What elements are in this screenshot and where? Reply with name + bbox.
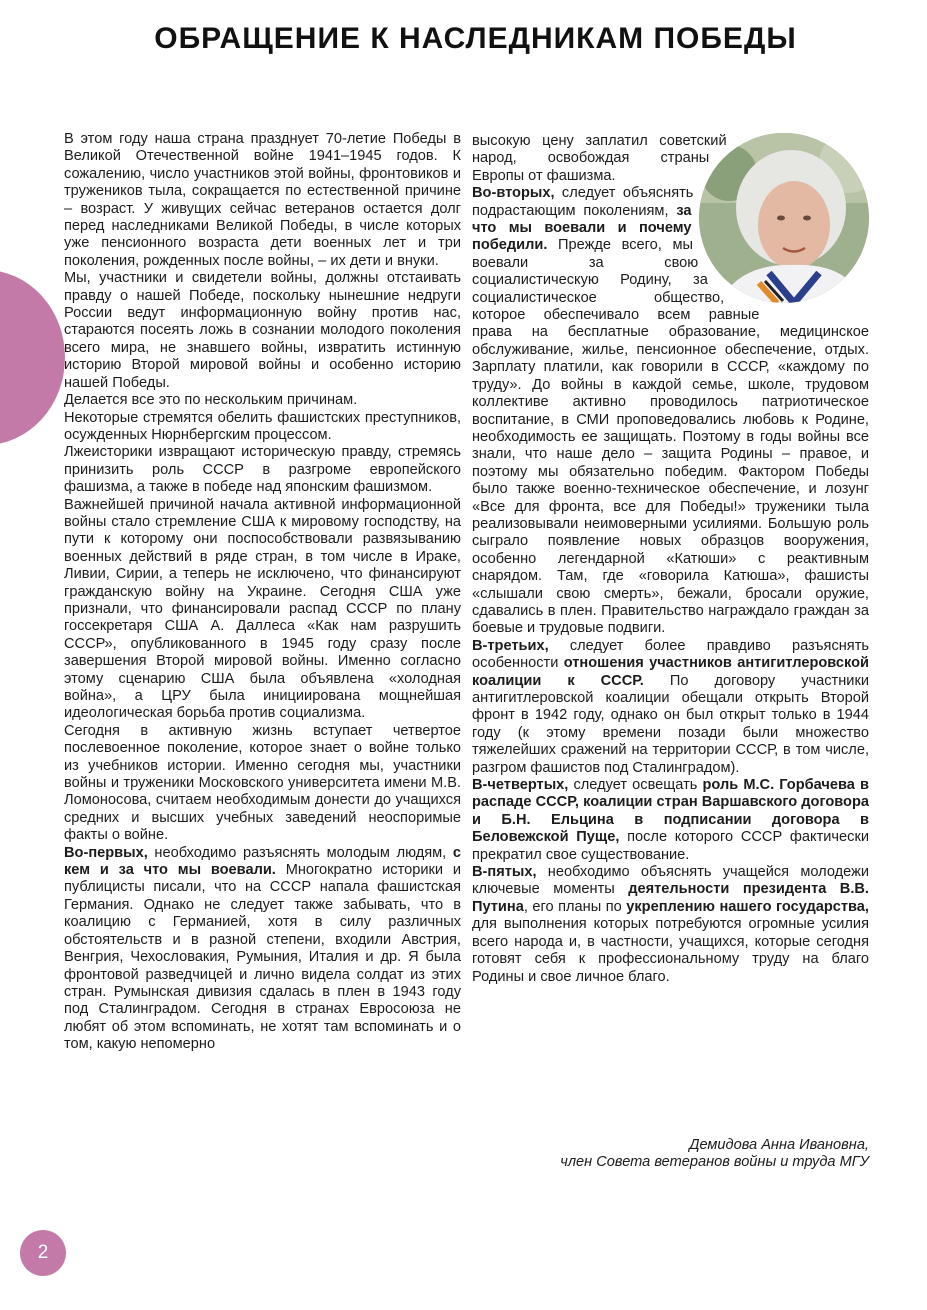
- portrait-image: [699, 133, 869, 303]
- bold-phrase: роль М.С. Горбачева в распаде СССР, коалиции стран Варшавского договора и Б.Н. Ельцина в подписании договора в Беловежской Пуще,: [472, 777, 869, 846]
- paragraph: Делается все это по нескольким причинам.: [64, 392, 358, 409]
- text-span: необходимо объяснять учащейся молодежи ключевые моменты: [472, 864, 869, 898]
- side-decoration-circle: [0, 270, 65, 445]
- text-span: для выполнения которых потребуются огромные усилия всего народа и, в частности, учащихся, которые сегодня готовят себя к профессиональному труду на благо Родины и свое личное благо.: [472, 916, 869, 985]
- text-span: Многократно историки и публицисты писали, что на СССР напала фашистская Германия. Однако не следует также забывать, что в коалицию с Германией, хотя в силу различных обстоятельств и в разной степени, входили Австрия, Венгрия, Чехословакия, Румыния, Италия и др. Я была фронтовой разведчицей и лично видела солдат из этих стран. Румынская дивизия сдалась в плен в 1943 году под Сталинградом. Сегодня в странах Евросоюза не любят об этом вспоминать, не хотят там вспоминать и о том, какую непомерно: [64, 862, 461, 1053]
- text-span: Прежде всего, мы воевали за свою социалистическую Родину, за социалистическое общество, которое обеспечивало всем равные права на бесплатные образование, медицинское обслуживание, жилье, пенсионное обеспечение, отдых. Зарплату платили, как говорили в СССР, «каждому по труду». До войны в каждой семье, школе, трудовом коллективе активно проводилось патриотическое воспитание, в СМИ проповедовались любовь к Родине, необходимость ее защищать. Поэтому в годы войны все знали, что наше дело – защита Родины – правое, и поэтому мы обязательно победим. Фактором Победы было также военно-техническое обеспечение, и лозунг «Все для фронта, все для Победы!» труженики тыла реализовывали неимоверными усилиями. Большую роль сыграло появление новых образцов вооружения, особенно легендарной «Катюши» с реактивным снарядом. Там, где «говорила Катюша», фашисты «слышали свою смерть», бежали, бросали оружие, сдавались в плен. Правительство награждало граждан за боевые и трудовые подвиги.: [472, 237, 869, 637]
- paragraph: Мы, участники и свидетели войны, должны отстаивать правду о нашей Победе, поскольку нынешние недруги России ведут информационную войну против нас, стараются посеять ложь в сознании молодого поколения всего мира, не знавшего войны, извратить истинную историю Второй мировой войны и особенно историю нашей Победы.: [64, 270, 461, 391]
- paragraph: Лжеисторики извращают историческую правду, стремясь принизить роль СССР в разгроме европейского фашизма, а также в победе над японским фашизмом.: [64, 444, 461, 496]
- page-number-badge: 2: [20, 1230, 66, 1276]
- text-span: необходимо разъяснять молодым людям,: [147, 844, 453, 861]
- bold-phrase: укреплению нашего государства,: [626, 898, 869, 915]
- paragraph: высокую цену заплатил советский народ, освобождая страны Европы от фашизма.: [472, 133, 727, 184]
- paragraph: Важнейшей причиной начала активной информационной войны стало стремление США к мировому господству, на пути к которому они поспособствовали развязыванию военных действий в ряде стран, в том числе в Ираке, Ливии, Сирии, а теперь не исключено, что финансируют гражданскую войну на Украине. Сегодня США уже признали, что финансировали распад СССР по плану госсекретаря США А. Даллеса «Как нам разрушить СССР», опубликованного в 1945 году сразу после завершения Второй мировой войны. Именно согласно этому сценарию США была объявлена «холодная война», а ЦРУ была инициирована мощнейшая идеологическая борьба против социализма.: [64, 496, 461, 722]
- bold-phrase: за что мы воевали и почему победили.: [472, 202, 692, 254]
- lead-word: Во-вторых,: [472, 185, 555, 202]
- lead-word: В-третьих,: [472, 637, 549, 654]
- text-span: после которого СССР фактически прекратил свое существование.: [472, 829, 869, 863]
- lead-word: В-пятых,: [472, 864, 537, 881]
- paragraph: Некоторые стремятся обелить фашистских преступников, осужденных Нюрнбергским процессом.: [64, 409, 461, 443]
- lead-word: Во-первых,: [64, 844, 148, 861]
- lead-word: В-четвертых,: [472, 777, 569, 794]
- page-title: ОБРАЩЕНИЕ К НАСЛЕДНИКАМ ПОБЕДЫ: [154, 22, 797, 55]
- bold-phrase: отношения участников антигитлеровской коалиции к СССР.: [472, 655, 869, 689]
- paragraph: [64, 845, 461, 1054]
- text-span: , его планы по: [523, 898, 627, 915]
- bold-phrase: деятельности президента В.В. Путина: [472, 881, 869, 915]
- paragraph: Сегодня в активную жизнь вступает четвертое послевоенное поколение, которое знает о войне только из учебников истории. Именно сегодня мы, участники войны и труженики Московского университета имени М.В. Ломоносова, считаем необходимым донести до учащихся средних и высших учебных заведений неоспоримые факты о войне.: [64, 722, 461, 844]
- author-role: член Совета ветеранов войны и труда МГУ: [560, 1154, 869, 1171]
- right-column: [472, 133, 869, 986]
- author-name: Демидова Анна Ивановна,: [689, 1137, 869, 1153]
- text-span: следует освещать: [568, 777, 703, 794]
- author-photo: [699, 133, 869, 303]
- text-span: следует объяснять подрастающим поколениям,: [472, 185, 694, 219]
- paragraph: [472, 777, 869, 864]
- signature: [560, 1137, 869, 1172]
- paragraph: [472, 638, 869, 777]
- paragraph: В этом году наша страна празднует 70-летие Победы в Великой Отечественной войне 1941–1945 годов. К сожалению, число участников этой войны, фронтовиков и тружеников тыла, сокращается по естественной причине – возраст. У живущих сейчас ветеранов остается долг перед наследниками Великой Победы, в числе которых уже пенсионного возраста дети военных лет и три поколения, рожденных после войны, – их дети и внуки.: [64, 131, 461, 269]
- text-span: По договору участники антигитлеровской коалиции обещали открыть Второй фронт в 1942 году, однако он был открыт только в 1944 году (к этому времени позади были множество тяжелейших сражений на территории СССР, в том числе, разгром фашистов под Сталинградом).: [472, 672, 869, 776]
- paragraph: [472, 864, 869, 986]
- text-span: следует более правдиво разъяснять особенности: [472, 637, 869, 672]
- left-column: [64, 131, 461, 1054]
- bold-phrase: с кем и за что мы воевали.: [64, 844, 461, 879]
